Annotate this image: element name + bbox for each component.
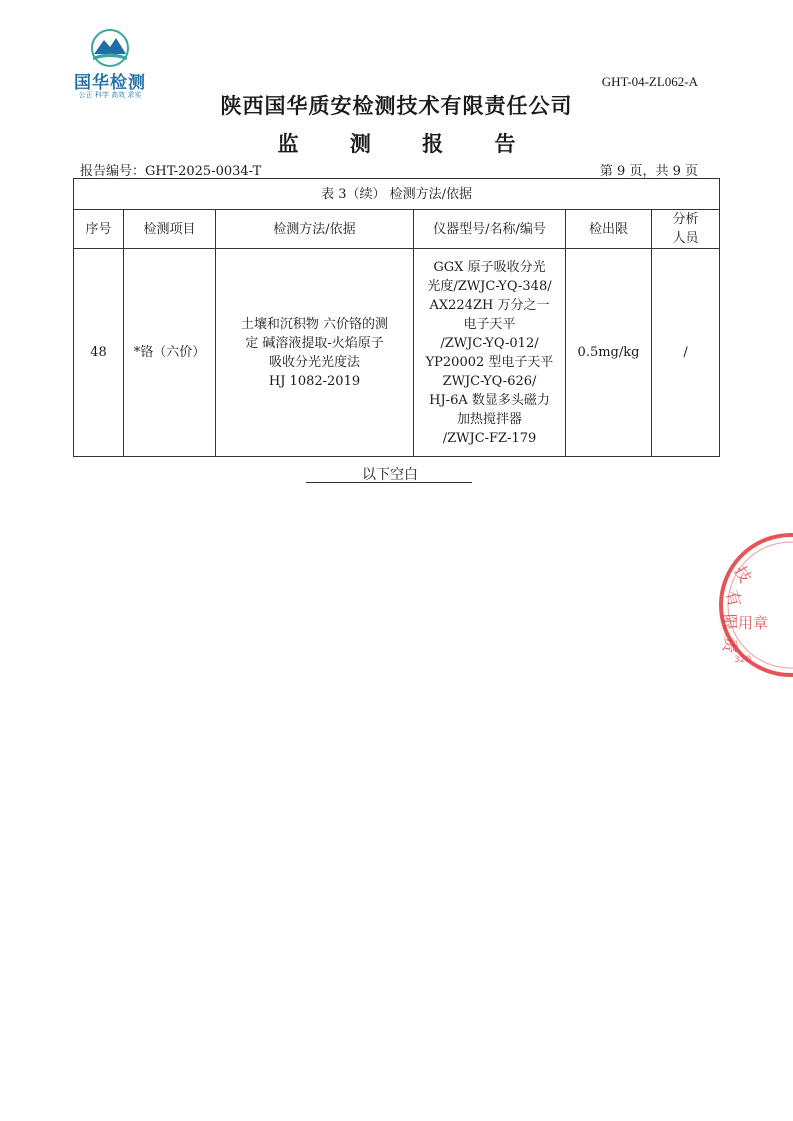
mountain-logo-icon xyxy=(88,28,132,68)
instrument-line: /ZWJC-YQ-012/ xyxy=(440,335,539,351)
header-seq: 序号 xyxy=(74,210,124,249)
method-line: 吸收分光光度法 xyxy=(268,354,360,370)
instrument-line: GGX 原子吸收分光 xyxy=(433,259,546,275)
instrument-line: AX224ZH 万分之一 xyxy=(429,297,550,313)
logo-name: 国华检测 xyxy=(74,73,146,93)
svg-text:有: 有 xyxy=(722,588,745,609)
table-row xyxy=(74,249,720,457)
header-analyst-line1: 分析 xyxy=(672,212,699,227)
svg-text:320: 320 xyxy=(734,655,752,665)
header-instrument: 仪器型号/名称/编号 xyxy=(414,210,566,249)
cell-method xyxy=(216,249,414,457)
company-name: 陕西国华质安检测技术有限责任公司 xyxy=(220,94,573,118)
method-line: HJ 1082-2019 xyxy=(268,373,361,389)
instrument-line: 光度/ZWJC-YQ-348/ xyxy=(427,278,552,294)
instrument-line: 电子天平 xyxy=(463,316,516,332)
table-caption-row xyxy=(74,179,720,210)
method-line: 土壤和沉积物 六价铬的测 xyxy=(240,316,389,332)
form-code: GHT-04-ZL062-A xyxy=(601,74,698,89)
method-table xyxy=(73,178,720,457)
report-number: 报告编号：GHT-2025-0034-T xyxy=(80,164,262,179)
cell-limit: 0.5mg/kg xyxy=(566,249,652,457)
table-header-row xyxy=(74,210,720,249)
method-line: 定 碱溶液提取-火焰原子 xyxy=(245,335,384,351)
svg-text:责: 责 xyxy=(719,635,741,655)
document-title: 监 测 报 告 xyxy=(277,132,538,156)
official-seal-stamp xyxy=(716,530,793,680)
header-analyst-line2: 人员 xyxy=(672,231,699,246)
instrument-line: HJ-6A 数显多头磁力 xyxy=(429,392,550,408)
svg-text:用章: 用章 xyxy=(738,614,769,632)
header-analyst xyxy=(652,210,720,249)
blank-below-note: 以下空白 xyxy=(362,467,418,483)
header-limit: 检出限 xyxy=(566,210,652,249)
cell-instrument xyxy=(414,249,566,457)
cell-item: *铬（六价） xyxy=(124,249,216,457)
instrument-line: 加热搅拌器 xyxy=(456,411,522,427)
instrument-line: ZWJC-YQ-626/ xyxy=(442,373,537,389)
page-number: 第 9 页，共 9 页 xyxy=(599,164,698,179)
cell-analyst: / xyxy=(652,249,720,457)
instrument-line: /ZWJC-FZ-179 xyxy=(442,430,537,446)
svg-text:技: 技 xyxy=(730,562,755,586)
instrument-line: YP20002 型电子天平 xyxy=(425,354,554,370)
header-method: 检测方法/依据 xyxy=(216,210,414,249)
table-caption: 表 3（续） 检测方法/依据 xyxy=(74,179,720,210)
svg-text:限: 限 xyxy=(720,613,740,631)
header-item: 检测项目 xyxy=(124,210,216,249)
blank-below-underline xyxy=(306,482,472,483)
cell-seq: 48 xyxy=(74,249,124,457)
logo-slogan: 公正 科学 高效 求实 xyxy=(78,91,142,99)
